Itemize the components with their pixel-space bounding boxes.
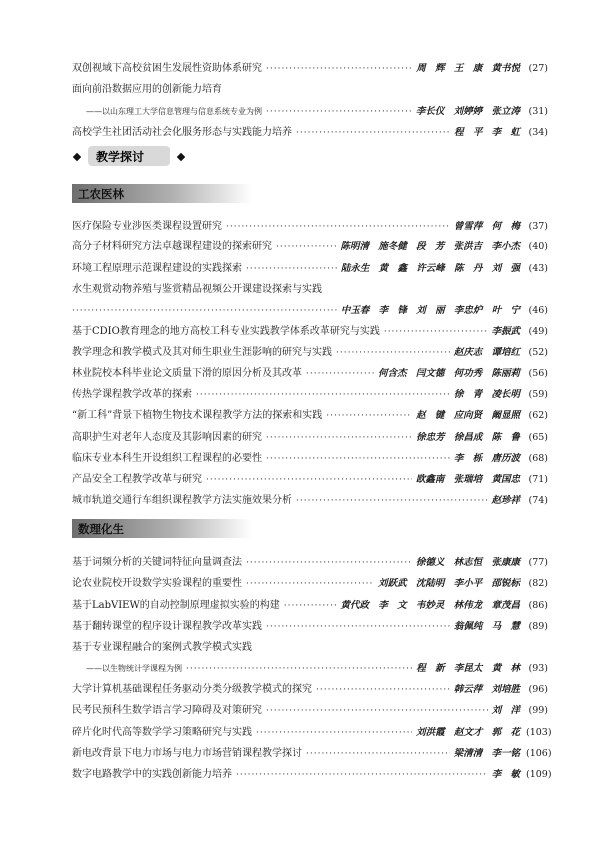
toc-entry[interactable]: [72, 240, 548, 254]
entry-title: 高校学生社团活动社会化服务形态与实践能力培养: [72, 127, 292, 138]
toc-entry[interactable]: [72, 346, 548, 360]
entry-title: 产品安全工程教学改革与研究: [72, 474, 202, 485]
leader-dots: [276, 240, 336, 254]
entry-page: (106): [526, 748, 552, 759]
toc-entry[interactable]: [72, 662, 548, 676]
leader-dots: [326, 409, 412, 423]
entry-page: (103): [526, 727, 552, 738]
entry-authors: 赵珍祥: [491, 495, 520, 506]
section-title: 工农医林: [78, 187, 124, 201]
entry-authors: 赵庆志 谭培红: [453, 347, 520, 358]
leader-dots: [306, 747, 450, 761]
entry-page: (40): [528, 241, 548, 252]
entry-title: 高分子材料研究方法卓越课程建设的探索研究: [72, 241, 272, 252]
entry-authors: 何含杰 闫文德 何功秀 陈丽莉: [378, 368, 520, 379]
toc-entry[interactable]: [72, 388, 548, 402]
toc-entry[interactable]: [72, 704, 548, 718]
entry-authors: 李长仪 刘婷婷 张立涛: [415, 106, 520, 117]
toc-entry[interactable]: [72, 283, 548, 297]
entry-page: (109): [526, 769, 552, 780]
entry-authors: 中玉春 李 锋 刘 丽 李忠炉 叶 宁: [340, 305, 520, 316]
entry-title: 基于翻转课堂的程序设计课程教学改革实践: [72, 621, 262, 632]
entry-authors: 徐德义 林志恒 张康康: [415, 557, 520, 568]
entry-subtitle: ——以生物统计学课程为例: [86, 664, 182, 673]
leader-dots: [296, 494, 487, 508]
entry-page: (43): [528, 263, 548, 274]
toc-entry[interactable]: [72, 726, 552, 740]
toc-entry[interactable]: [72, 431, 548, 445]
entry-title: “新工科”背景下植物生物技术课程教学方法的探索和实践: [72, 410, 323, 421]
entry-page: (34): [528, 127, 548, 138]
entry-title: 基于专业课程融合的案例式教学模式实践: [72, 642, 252, 653]
entry-page: (49): [528, 326, 548, 337]
entry-page: (82): [528, 578, 548, 589]
entry-authors: 刘 洋: [491, 705, 520, 716]
entry-authors: 周 辉 王 康 黄书悦: [416, 63, 520, 74]
leader-dots: [266, 452, 450, 466]
entry-page: (93): [528, 663, 548, 674]
entry-title: 民考民预科生数学语言学习障碍及对策研究: [72, 705, 262, 716]
toc-entry[interactable]: [72, 473, 548, 487]
toc-entry[interactable]: [72, 220, 548, 234]
toc-entry[interactable]: [72, 494, 548, 508]
entry-page: (71): [528, 474, 548, 485]
entry-authors: 陆永生 黄 鑫 许云峰 陈 丹 刘 强: [340, 263, 520, 274]
entry-page: (31): [528, 106, 548, 117]
toc-entry[interactable]: [72, 325, 548, 339]
entry-title: 基于CDIO教育理念的地方高校工科专业实践教学体系改革研究与实践: [72, 326, 380, 337]
entry-subtitle: ——以山东理工大学信息管理与信息系统专业为例: [86, 107, 262, 116]
entry-page: (89): [528, 621, 548, 632]
entry-page: (86): [528, 600, 548, 611]
entry-authors: 程 平 李 虹: [454, 127, 520, 138]
entry-authors: 徐 青 凌长明: [453, 389, 520, 400]
entry-title: 基于词频分析的关键词特征向量调查法: [72, 557, 242, 568]
entry-authors: 陈明清 施冬健 段 芳 张洪吉 李小杰: [340, 241, 520, 252]
entry-authors: 韩云萍 刘培胜: [453, 684, 520, 695]
toc-entry[interactable]: [72, 620, 548, 634]
toc-entry[interactable]: [72, 768, 552, 782]
entry-page: (52): [528, 347, 548, 358]
entry-title: 林业院校本科毕业论文质量下滑的原因分析及其改革: [72, 368, 302, 379]
leader-dots: [246, 262, 337, 276]
section-banner: [72, 184, 252, 203]
entry-title: 传热学课程教学改革的探索: [72, 389, 192, 400]
entry-page: (99): [528, 705, 548, 716]
entry-page: (46): [528, 305, 548, 316]
leader-dots: [246, 577, 374, 591]
entry-authors: 欧鑫南 张瑞培 黄国忠: [415, 474, 520, 485]
leader-dots: [196, 388, 450, 402]
leader-dots: [236, 768, 488, 782]
entry-authors: 黄代政 李 文 韦妙灵 林伟龙 章茂昌: [340, 600, 520, 611]
entry-authors: 刘跃武 沈陆明 李小平 邵锐标: [378, 578, 520, 589]
column-heading: [72, 146, 192, 168]
toc-entry[interactable]: [72, 409, 548, 423]
entry-title: 碎片化时代高等数学学习策略研究与实践: [72, 727, 252, 738]
leader-dots: [306, 367, 374, 381]
toc-entry[interactable]: [72, 304, 548, 318]
entry-title: 环境工程原理示范课程建设的实践探索: [72, 263, 242, 274]
leader-dots: [266, 431, 412, 445]
diamond-icon: [177, 153, 185, 161]
section-title: 数理化生: [78, 522, 124, 536]
entry-page: (65): [528, 432, 548, 443]
leader-dots: [246, 556, 412, 570]
toc-entry[interactable]: [72, 452, 548, 466]
leader-dots: [186, 662, 412, 676]
entry-authors: 曾雪萍 何 梅: [453, 221, 520, 232]
toc-entry[interactable]: [72, 683, 548, 697]
leader-dots: [284, 599, 337, 613]
entry-title: 医疗保险专业涉医类课程设置研究: [72, 221, 222, 232]
entry-page: (62): [528, 410, 548, 421]
leader-dots: [266, 620, 450, 634]
entry-title: 基于LabVIEW的自动控制原理虚拟实验的构建: [72, 600, 280, 611]
entry-page: (96): [528, 684, 548, 695]
entry-title: 论农业院校开设数学实验课程的重要性: [72, 578, 242, 589]
entry-page: (74): [528, 495, 548, 506]
leader-dots: [384, 325, 488, 339]
heading-text: 教学探讨: [96, 150, 145, 164]
leader-dots: [266, 62, 412, 76]
entry-title: 城市轨道交通行车组织课程教学方法实施效果分析: [72, 495, 292, 506]
entry-authors: 程 新 李昆太 黄 林: [416, 663, 520, 674]
entry-authors: 李振武: [491, 326, 520, 337]
entry-page: (59): [528, 389, 548, 400]
leader-dots: [206, 473, 412, 487]
entry-authors: 梁清清 李一铭: [453, 748, 520, 759]
entry-page: (68): [528, 453, 548, 464]
entry-authors: 李 敏: [491, 769, 520, 780]
toc-entry[interactable]: [72, 262, 548, 276]
toc-entry[interactable]: [72, 83, 548, 97]
leader-dots: [72, 304, 337, 318]
entry-title: 教学理念和教学模式及其对师生职业生涯影响的研究与实践: [72, 347, 332, 358]
entry-title: 高职护生对老年人态度及其影响因素的研究: [72, 432, 262, 443]
entry-authors: 刘洪霞 赵文才 郭 花: [416, 727, 520, 738]
leader-dots: [226, 220, 450, 234]
toc-entry[interactable]: [72, 62, 548, 76]
diamond-icon: [73, 153, 81, 161]
leader-dots: [296, 126, 450, 140]
entry-title: 双创视域下高校贫困生发展性资助体系研究: [72, 63, 262, 74]
leader-dots: [316, 683, 450, 697]
leader-dots: [256, 726, 412, 740]
entry-authors: 李 栎 唐历波: [453, 453, 520, 464]
entry-authors: 翁佩纯 马 慧: [453, 621, 520, 632]
heading-box: [88, 146, 170, 166]
leader-dots: [266, 704, 488, 718]
entry-authors: 赵 键 应向贤 阚显照: [416, 410, 520, 421]
toc-entry[interactable]: [72, 641, 548, 655]
toc-entry[interactable]: [72, 599, 548, 613]
toc-entry[interactable]: [72, 126, 548, 140]
entry-title: 新电改背景下电力市场与电力市场营销课程教学探讨: [72, 748, 302, 759]
toc-entry[interactable]: [72, 747, 552, 761]
section-banner: [72, 519, 252, 538]
entry-page: (77): [528, 557, 548, 568]
toc-entry[interactable]: [72, 105, 548, 119]
entry-title: 数字电路教学中的实践创新能力培养: [72, 769, 232, 780]
entry-page: (56): [528, 368, 548, 379]
toc-entry[interactable]: [72, 556, 548, 570]
toc-entry[interactable]: [72, 577, 548, 591]
entry-page: (27): [528, 63, 548, 74]
leader-dots: [336, 346, 450, 360]
entry-authors: 徐忠芳 徐昌成 陈 鲁: [416, 432, 520, 443]
entry-title: 大学计算机基础课程任务驱动分类分级教学模式的探究: [72, 684, 312, 695]
entry-page: (37): [528, 221, 548, 232]
entry-title: 水生观赏动物养殖与鉴赏精品视频公开课建设探索与实践: [72, 284, 322, 295]
entry-title: 面向前沿数据应用的创新能力培育: [72, 84, 222, 95]
entry-title: 临床专业本科生开设组织工程课程的必要性: [72, 453, 262, 464]
leader-dots: [266, 105, 412, 119]
toc-entry[interactable]: [72, 367, 548, 381]
